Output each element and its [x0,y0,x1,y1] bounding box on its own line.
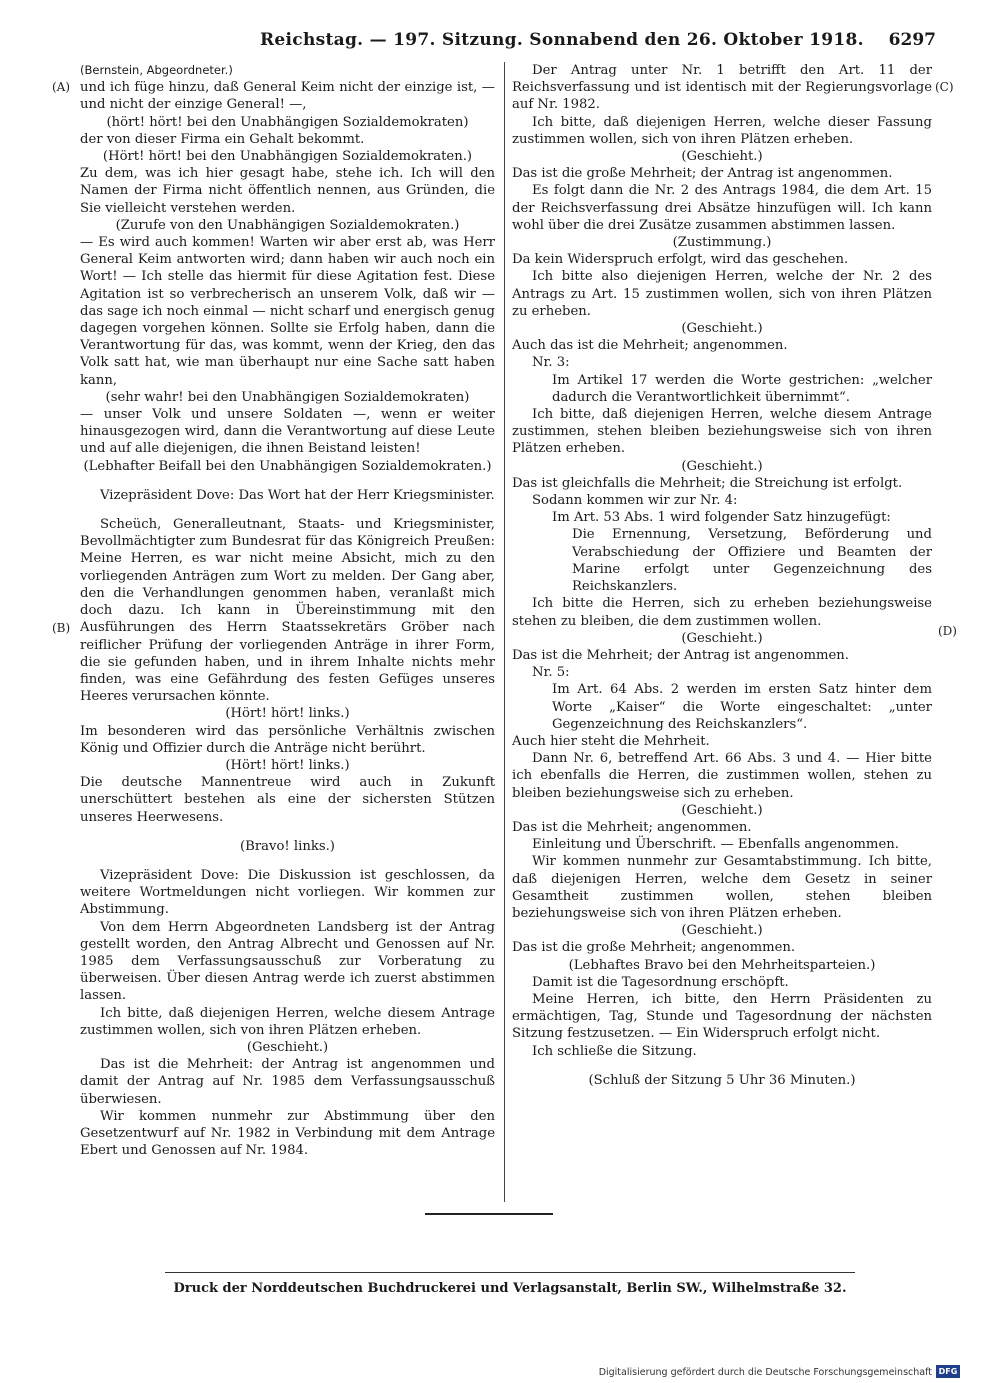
right-paragraph: Das ist die große Mehrheit; der Antrag ist angenommen. [512,166,893,182]
right-paragraph: Das ist die Mehrheit; angenommen. [512,819,752,835]
right-paragraph: (Geschieht.) [681,458,763,474]
left-paragraph: Wir kommen nunmehr zur Abstimmung über den Gesetzentwurf auf Nr. 1982 in Verbindung mit dem Antrage Ebert und Genossen auf Nr. 1984. [80,1108,495,1159]
margin-marker-c: (C) [935,80,954,94]
left-paragraph: (hört! hört! bei den Unabhängigen Sozialdemokraten) [106,114,469,130]
right-paragraph: (Geschieht.) [681,802,763,818]
right-paragraph: Ich bitte also diejenigen Herren, welche der Nr. 2 des Antrags zu Art. 15 zustimmen wollen, sich von ihren Plätzen zu erheben. [512,269,932,319]
digitization-note: Digitalisierung gefördert durch die Deutsche Forschungsgemeinschaft [598,1367,932,1378]
left-paragraph: Im besonderen wird das persönliche Verhältnis zwischen König und Offizier durch die Anträge nicht berührt. [80,723,495,756]
right-paragraph: Ich bitte, daß diejenigen Herren, welche dieser Fassung zustimmen wollen, sich von ihren Plätzen erheben. [512,114,932,147]
right-paragraph: Ich bitte die Herren, sich zu erheben beziehungsweise stehen zu bleiben, die dem zustimmen wollen. [512,596,932,629]
right-paragraph: Wir kommen nunmehr zur Gesamtabstimmung. Ich bitte, daß diejenigen Herren, welche dem Gesetz in seiner Gesamtheit zustimmen wollen, stehen bleiben beziehungsweise sich von ihren Plätzen erheben. [512,854,932,921]
left-paragraph: Vizepräsident Dove: Das Wort hat der Herr Kriegsminister. [100,487,495,503]
right-paragraph: Dann Nr. 6, betreffend Art. 66 Abs. 3 und 4. — Hier bitte ich ebenfalls die Herren, die zustimmen wollen, stehen zu bleiben beziehungsweise sich zu erheben. [512,751,932,801]
right-paragraph: Der Antrag unter Nr. 1 betrifft den Art. 11 der Reichsverfassung und ist identisch mit der Regierungsvorlage auf Nr. 1982. [512,63,932,113]
right-paragraph: Auch hier steht die Mehrheit. [512,733,710,749]
left-paragraph: Von dem Herrn Abgeordneten Landsberg ist der Antrag gestellt worden, den Antrag Albrecht und Genossen auf Nr. 1985 dem Verfassungsausschuß zur Vorberatung zu überweisen. Über diesen Antrag werde ich zuerst abstimmen lassen. [80,919,495,1004]
right-paragraph: Das ist die große Mehrheit; angenommen. [512,940,796,956]
right-paragraph: (Zustimmung.) [672,235,772,251]
left-paragraph: Die deutsche Mannentreue wird auch in Zukunft unerschüttert bestehen als eine der sichersten Stützen unseres Heerwesens. [80,775,495,825]
footer-rule [165,1272,855,1273]
right-paragraph: Das ist gleichfalls die Mehrheit; die Streichung ist erfolgt. [512,475,903,491]
margin-marker-a: (A) [52,80,71,94]
left-paragraph: (Geschieht.) [246,1039,329,1055]
right-paragraph: Damit ist die Tagesordnung erschöpft. [532,974,789,990]
left-paragraph: Zu dem, was ich hier gesagt habe, stehe ich. Ich will den Namen der Firma nicht öffentlich nennen, aus Gründen, die Sie vielleicht verstehen werden. [80,166,495,216]
dfg-logo: DFG [936,1365,960,1378]
page-number: 6297 [888,30,936,50]
right-paragraph: (Geschieht.) [681,321,763,337]
margin-marker-d: (D) [938,624,957,638]
right-paragraph: Im Art. 53 Abs. 1 wird folgender Satz hinzugefügt: [552,510,891,526]
right-paragraph: (Lebhaftes Bravo bei den Mehrheitsparteien.) [568,957,876,973]
right-paragraph: Es folgt dann die Nr. 2 des Antrags 1984, die dem Art. 15 der Reichsverfassung drei Absätze hinzufügen will. Ich kann wohl über die drei Zusätze zusammen abstimmen lassen. [512,183,932,233]
printer-imprint: Druck der Norddeutschen Buchdruckerei und Verlagsanstalt, Berlin SW., Wilhelmstraße 32. [173,1281,847,1296]
left-paragraph: (Bravo! links.) [240,838,335,854]
right-paragraph: Im Art. 64 Abs. 2 werden im ersten Satz hinter dem Worte „Kaiser“ die Worte eingeschaltet: „unter Gegenzeichnung des Reichskanzlers“. [552,682,932,732]
left-paragraph: (Hört! hört! bei den Unabhängigen Sozialdemokraten.) [102,149,473,165]
right-paragraph: Sodann kommen wir zur Nr. 4: [532,493,738,509]
left-paragraph: (sehr wahr! bei den Unabhängigen Sozialdemokraten) [105,389,470,405]
right-paragraph: (Geschieht.) [681,630,763,646]
header-title: Reichstag. — 197. Sitzung. Sonnabend den 26. Oktober 1918. [260,30,864,50]
right-paragraph: Die Ernennung, Versetzung, Beförderung und Verabschiedung der Offiziere und Beamten der Marine erfolgt unter Gegenzeichnung des Reichskanzlers. [572,527,932,595]
left-paragraph: — unser Volk und unsere Soldaten —, wenn er weiter hinausgezogen wird, dann die Verantwortung auf diese Leute und auf alle diejenigen, die ihnen Beistand leisten! [80,407,495,457]
left-paragraph: (Hört! hört! links.) [225,706,350,722]
left-paragraph: (Bernstein, Abgeordneter.) [80,63,233,77]
left-paragraph: Vizepräsident Dove: Die Diskussion ist geschlossen, da weitere Wortmeldungen nicht vorliegen. Wir kommen zur Abstimmung. [80,867,495,918]
right-column [512,62,932,1089]
right-paragraph: (Schluß der Sitzung 5 Uhr 36 Minuten.) [588,1072,856,1088]
left-paragraph: Ich bitte, daß diejenigen Herren, welche diesem Antrage zustimmen wollen, sich von ihren Plätzen erheben. [80,1005,495,1038]
column-divider [504,62,505,1202]
right-paragraph: Nr. 3: [532,355,570,371]
left-column [80,62,495,1159]
right-paragraph: Einleitung und Überschrift. — Ebenfalls angenommen. [532,837,899,853]
right-paragraph: Ich bitte, daß diejenigen Herren, welche diesem Antrage zustimmen, stehen bleiben beziehungsweise sich von ihren Plätzen erheben. [512,407,932,457]
right-paragraph: Ich schließe die Sitzung. [532,1043,697,1059]
left-paragraph: Scheüch, Generalleutnant, Staats- und Kriegsminister, Bevollmächtigter zum Bundesrat für das Königreich Preußen: Meine Herren, es war nicht meine Absicht, mich zu den vorliegenden Anträgen zum Wort zu melden. Der Gang aber, den die Verhandlungen genommen haben, veranlaßt mich doch dazu. Ich kann in Übereinstimmung mit den Ausführungen des Herrn Staatssekretärs Gröber nach reiflicher Prüfung der vorliegenden Anträge in ihrer Form, die sie gefunden haben, und in ihrem Inhalte nichts mehr finden, was eine Gefährdung des festen Gefüges unseres Heeres verursachen könnte. [80,517,495,705]
right-paragraph: Auch das ist die Mehrheit; angenommen. [512,338,788,354]
end-rule [425,1213,553,1215]
left-paragraph: Das ist die Mehrheit: der Antrag ist angenommen und damit der Antrag auf Nr. 1985 dem Verfassungsausschuß überwiesen. [80,1057,495,1107]
left-paragraph: (Hört! hört! links.) [225,757,350,773]
right-paragraph: Nr. 5: [532,665,570,681]
right-paragraph: Das ist die Mehrheit; der Antrag ist angenommen. [512,647,849,663]
page-header [80,30,940,54]
margin-marker-b: (B) [52,621,71,635]
right-paragraph: Da kein Widerspruch erfolgt, wird das geschehen. [512,252,849,268]
right-paragraph: Im Artikel 17 werden die Worte gestrichen: „welcher dadurch die Verantwortlichkeit übernimmt“. [552,372,932,405]
left-paragraph: — Es wird auch kommen! Warten wir aber erst ab, was Herr General Keim antworten wird; dann haben wir auch noch ein Wort! — Ich stelle das hiermit für diese Agitation fest. Diese Agitation ist so verbrecherisch an unserem Volk, daß wir — das sage ich noch einmal — nicht scharf und energisch genug dagegen vorgehen können. Sollte sie Erfolg haben, dann die Verantwortung für das, was kommt, wenn der Krieg, den das Volk satt hat, wie man überhaupt nur eine Sache satt haben kann, [80,235,495,388]
left-paragraph: (Lebhafter Beifall bei den Unabhängigen Sozialdemokraten.) [83,458,492,474]
right-paragraph: (Geschieht.) [681,923,763,939]
left-paragraph: der von dieser Firma ein Gehalt bekommt. [80,131,365,147]
left-paragraph: (Zurufe von den Unabhängigen Sozialdemokraten.) [115,217,460,233]
right-paragraph: Meine Herren, ich bitte, den Herrn Präsidenten zu ermächtigen, Tag, Stunde und Tagesordnung der nächsten Sitzung festzusetzen. — Ein Widerspruch erfolgt nicht. [512,991,932,1042]
right-paragraph: (Geschieht.) [681,149,763,165]
left-paragraph: und ich füge hinzu, daß General Keim nicht der einzige ist, — und nicht der einzige General! —, [80,80,495,113]
